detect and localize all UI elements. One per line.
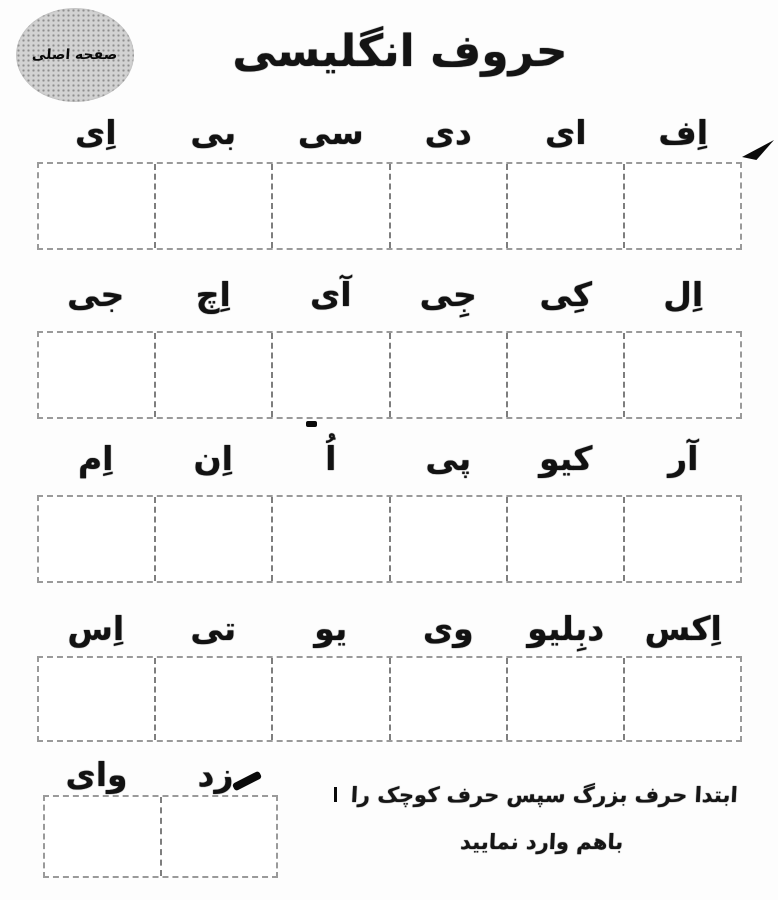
letter-label-c: سی [297,113,364,152]
letter-label-a: اِی [74,113,117,152]
answer-boxes-row-1 [37,162,742,250]
answer-box-y[interactable] [45,797,160,876]
letter-label-o: اُ [325,439,337,478]
answer-box-v[interactable] [389,658,506,740]
answer-box-t[interactable] [154,658,271,740]
letter-label-j: جِی [419,275,477,314]
answer-box-q[interactable] [506,497,623,581]
letter-label-i: آی [309,275,352,314]
answer-box-i[interactable] [271,333,388,417]
answer-box-z[interactable] [160,797,277,876]
letter-label-w: دبِلیو [527,609,605,648]
letter-label-n: اِن [193,439,233,478]
letter-label-g: جی [67,275,125,314]
letter-label-z: زِد [197,755,234,794]
letter-label-f: اِف [658,113,709,152]
answer-box-h[interactable] [154,333,271,417]
answer-box-w[interactable] [506,658,623,740]
instruction-line-2: باهم وارد نمایید [459,830,624,854]
page-title: حروف انگلیسی [232,26,568,77]
letter-label-k: کِی [539,275,593,314]
letter-label-s: اِس [67,609,125,648]
answer-box-s[interactable] [39,658,154,740]
answer-box-x[interactable] [623,658,740,740]
answer-box-u[interactable] [271,658,388,740]
letter-label-u: یو [314,609,348,648]
answer-box-l[interactable] [623,333,740,417]
letter-label-b: بی [190,113,237,152]
letter-label-d: دی [424,113,472,152]
letter-label-m: اِم [78,439,114,478]
answer-boxes-row-3 [37,495,742,583]
letter-label-l: اِل [663,275,704,314]
answer-box-c[interactable] [271,164,388,248]
answer-box-m[interactable] [39,497,154,581]
letter-label-h: اِچ [195,275,231,314]
letter-label-v: وی [422,609,474,648]
letter-label-e: ای [544,113,587,152]
ink-arrow-mark [742,140,774,160]
letter-label-x: اِکس [644,609,722,648]
answer-box-p[interactable] [389,497,506,581]
letter-labels-row-4 [37,592,742,648]
letter-label-r: آر [668,439,699,478]
answer-box-r[interactable] [623,497,740,581]
letter-label-q: کیو [539,439,593,478]
instruction-line-1: ابتدا حرف بزرگ سپس حرف کوچک را [350,783,739,807]
letter-label-p: پی [425,439,472,478]
instruction-text [316,772,771,866]
home-page-badge-label: صفحه اصلی [31,47,119,63]
answer-box-n[interactable] [154,497,271,581]
answer-box-f[interactable] [623,164,740,248]
answer-box-k[interactable] [506,333,623,417]
answer-box-b[interactable] [154,164,271,248]
answer-box-j[interactable] [389,333,506,417]
answer-boxes-row-5 [43,795,278,878]
answer-box-e[interactable] [506,164,623,248]
answer-box-g[interactable] [39,333,154,417]
letter-label-t: تی [190,609,237,648]
answer-box-d[interactable] [389,164,506,248]
letter-label-y: وای [65,755,128,794]
answer-boxes-row-2 [37,331,742,419]
answer-box-a[interactable] [39,164,154,248]
letter-labels-row-2 [37,258,742,314]
answer-boxes-row-4 [37,656,742,742]
letter-labels-row-1 [37,96,742,152]
letter-labels-row-3 [37,422,742,478]
answer-box-o[interactable] [271,497,388,581]
home-page-badge[interactable] [16,8,134,102]
